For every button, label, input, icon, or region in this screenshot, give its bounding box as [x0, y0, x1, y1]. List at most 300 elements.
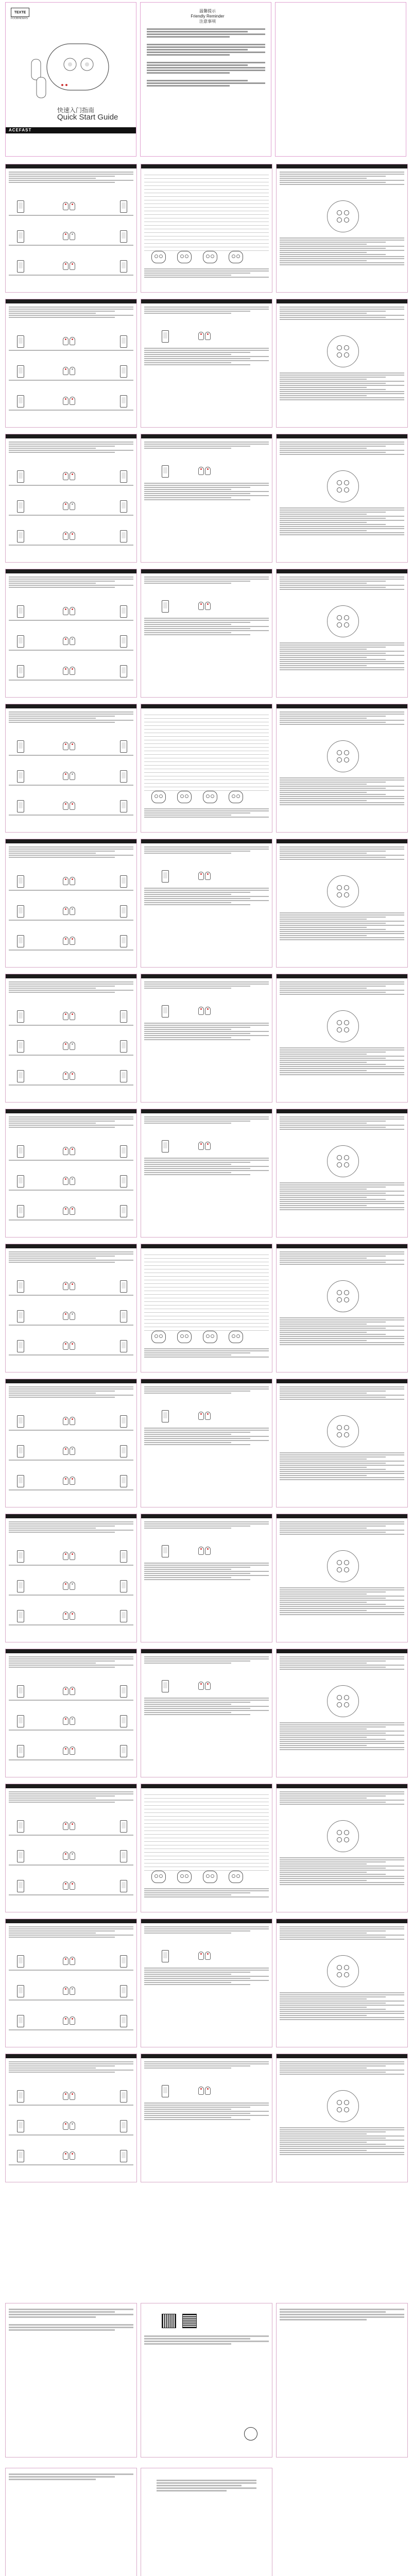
phone-icon [17, 1955, 24, 1968]
text-line [144, 358, 250, 359]
text-line [280, 1591, 386, 1592]
instruction-text [9, 1189, 133, 1192]
text-line [280, 1332, 367, 1333]
text-line [144, 1888, 269, 1889]
instruction-panel [141, 299, 272, 428]
cover-row [5, 2, 408, 157]
text-line [280, 782, 386, 783]
text-line [144, 1436, 269, 1437]
led-dot [207, 2088, 209, 2090]
text-line [9, 1667, 115, 1668]
text-line [280, 1868, 386, 1869]
text-line [280, 264, 404, 265]
text-line [9, 1256, 115, 1257]
instruction-text [280, 1250, 404, 1266]
text-line [280, 2150, 367, 2151]
text-line [280, 1072, 404, 1073]
led-dot [65, 1553, 66, 1555]
led-dot [65, 1853, 66, 1855]
touch-point [337, 1560, 342, 1565]
spec-row [144, 211, 269, 215]
touch-point [337, 352, 342, 358]
text-line [280, 1182, 404, 1183]
instruction-text [144, 1562, 269, 1581]
text-line [9, 1970, 133, 1971]
text-line [280, 1608, 404, 1609]
spec-row [144, 1320, 269, 1324]
text-line [280, 912, 404, 913]
text-line [280, 1874, 386, 1875]
earbud-left [63, 1177, 68, 1185]
text-line [280, 1465, 404, 1466]
touch-point [344, 1702, 349, 1707]
text-line [144, 275, 231, 276]
touch-area-icon [327, 1955, 359, 1987]
instruction-panel [141, 974, 272, 1103]
text-line [144, 900, 269, 901]
touch-area-icon [327, 875, 359, 907]
instruction-text [9, 619, 133, 622]
touch-point [344, 1020, 349, 1025]
text-line [280, 254, 386, 255]
spec-row [144, 711, 269, 715]
text-line [280, 1253, 404, 1255]
text-line [280, 1610, 367, 1611]
text-line [280, 914, 404, 916]
text-line [144, 1569, 231, 1570]
text-line [9, 172, 133, 173]
earbud-right [70, 667, 75, 675]
spec-row [144, 758, 269, 762]
instruction-text [280, 1721, 404, 1751]
text-line [280, 2154, 404, 2155]
instruction-text [280, 506, 404, 536]
earbuds-icon [62, 1280, 76, 1292]
led-dot [65, 1283, 66, 1285]
instruction-text [9, 544, 133, 547]
text-line [280, 1058, 386, 1059]
instruction-text [9, 1863, 133, 1867]
phone-icon [120, 1040, 127, 1053]
contact-card [5, 2468, 137, 2576]
text-line [9, 1354, 133, 1355]
instruction-text [280, 440, 404, 456]
text-line [280, 1667, 386, 1668]
touch-point [337, 1432, 342, 1437]
instruction-text [280, 911, 404, 941]
text-line [280, 1602, 367, 1603]
text-line [280, 1745, 367, 1746]
text-line [280, 711, 404, 713]
case-icon [229, 1871, 243, 1883]
text-line [144, 307, 269, 308]
text-line [280, 2133, 367, 2134]
text-line [280, 260, 367, 261]
text-line [9, 2063, 133, 2064]
text-line [144, 1930, 250, 1931]
instruction-text [144, 2102, 269, 2121]
text-line [280, 1523, 404, 1524]
text-line [144, 360, 269, 361]
spec-row [144, 1277, 269, 1280]
led-dot [72, 1748, 73, 1750]
phone-icon [17, 2090, 24, 2103]
instruction-panel [5, 1649, 137, 1777]
led-dot [65, 1448, 66, 1450]
led-dot [72, 263, 73, 265]
led-dot [65, 473, 66, 475]
text-line [144, 1698, 269, 1699]
text-line [144, 1031, 269, 1032]
text-line [144, 491, 269, 492]
text-line [144, 817, 269, 818]
touch-point [344, 352, 349, 358]
text-line [280, 395, 367, 396]
earbud-left [63, 742, 68, 750]
text-line [9, 1391, 115, 1392]
text-line [144, 1573, 250, 1574]
spec-row [144, 1838, 269, 1842]
text-line [280, 846, 404, 848]
text-line [144, 2115, 269, 2116]
led-dot [65, 368, 66, 370]
text-line [280, 176, 386, 177]
phone-icon [120, 1070, 127, 1082]
reminder-en: Friendly Reminder [191, 14, 225, 19]
text-line [280, 1047, 404, 1048]
text-line [280, 1872, 367, 1873]
instruction-text [9, 379, 133, 382]
text-line [280, 385, 404, 386]
earbuds-icon [62, 905, 76, 917]
text-line [9, 1125, 133, 1126]
led-dot [200, 603, 202, 605]
text-line [144, 1428, 269, 1429]
text-line [9, 410, 133, 411]
text-line [280, 859, 404, 860]
panel-header [6, 434, 136, 438]
spec-row [144, 229, 269, 233]
touch-point [337, 345, 342, 350]
led-dot [207, 1683, 209, 1685]
spec-row [144, 1799, 269, 1802]
earbuds-icon [198, 330, 211, 342]
earbud-left [63, 772, 68, 780]
text-line [280, 1319, 404, 1320]
earbuds-icon [62, 1685, 76, 1697]
text-line [9, 2065, 115, 2066]
text-line [9, 317, 115, 318]
text-line [280, 1187, 386, 1188]
panel-header [6, 1109, 136, 1113]
earbuds-icon [198, 870, 211, 882]
led-dot [72, 1148, 73, 1150]
text-line [280, 246, 404, 247]
touch-point [344, 1027, 349, 1032]
earbuds-icon [62, 1475, 76, 1486]
text-line [144, 1162, 250, 1163]
text-line [280, 1054, 367, 1055]
earbud-left [63, 202, 68, 210]
touch-point [337, 1702, 342, 1707]
touch-point [344, 1695, 349, 1700]
text-line [280, 507, 404, 509]
text-line [144, 309, 269, 310]
instruction-text [144, 1385, 269, 1395]
text-line [280, 1935, 404, 1936]
text-line [9, 1258, 96, 1259]
instruction-text [9, 1429, 133, 1432]
earbud-left [63, 1207, 68, 1215]
led-dot [65, 1343, 66, 1345]
phone-icon [120, 1610, 127, 1622]
text-line [280, 921, 404, 922]
text-line [144, 1712, 231, 1713]
text-line [9, 1926, 133, 1927]
led-dot [72, 668, 73, 670]
instruction-text [280, 1181, 404, 1211]
earbud-right [70, 502, 75, 510]
led-dot [72, 878, 73, 880]
phone-icon [120, 2150, 127, 2162]
text-line [144, 1710, 269, 1711]
phone-icon [17, 1985, 24, 1997]
earbud-right [70, 1987, 75, 1995]
text-line [9, 785, 133, 786]
phone-icon [162, 1140, 169, 1153]
led-dot [200, 1683, 202, 1685]
text-line [280, 1596, 404, 1597]
touch-point [337, 1830, 342, 1835]
text-line [280, 1798, 367, 1799]
text-line [280, 779, 404, 781]
instruction-panel [141, 164, 272, 293]
earbud-right [70, 2016, 75, 2025]
text-line [144, 277, 269, 278]
earbuds-icon [62, 230, 76, 242]
phone-icon [17, 2015, 24, 2027]
text-line [280, 1747, 404, 1748]
text-line [9, 515, 133, 516]
text-line [9, 1933, 96, 1934]
spec-row [144, 1262, 269, 1266]
instruction-text [9, 919, 133, 922]
text-line [280, 798, 404, 799]
touch-area-icon [327, 1685, 359, 1717]
panel-header [6, 1919, 136, 1923]
touch-point [344, 1297, 349, 1302]
text-line [280, 857, 386, 858]
led-dot [65, 338, 66, 340]
text-line [9, 1802, 115, 1803]
instruction-text [9, 754, 133, 757]
panel-header [6, 1649, 136, 1653]
text-line [144, 499, 250, 500]
instruction-panel [276, 839, 408, 968]
led-dot [65, 1688, 66, 1690]
text-line [280, 172, 404, 173]
earbud-left [63, 937, 68, 945]
earbud-left [198, 1142, 204, 1150]
spec-row [144, 182, 269, 186]
text-line [280, 1739, 386, 1740]
earbuds-icon [62, 635, 76, 647]
instruction-panel [5, 164, 137, 293]
earbud-right [70, 232, 75, 240]
spec-row [144, 218, 269, 222]
led-dot [207, 468, 209, 470]
text-line [280, 581, 386, 582]
text-line [280, 444, 404, 445]
text-line [9, 2061, 133, 2062]
text-line [280, 937, 404, 938]
text-line [280, 777, 404, 778]
earbud-left [63, 262, 68, 270]
text-line [9, 182, 115, 183]
text-line [144, 1563, 269, 1564]
text-line [144, 1118, 269, 1120]
text-line [280, 2142, 367, 2143]
text-line [144, 1706, 269, 1707]
text-line [9, 986, 115, 987]
text-line [280, 1203, 404, 1204]
text-line [144, 273, 250, 274]
text-line [280, 240, 404, 241]
text-line [280, 182, 386, 183]
panel-header [277, 1379, 407, 1383]
touch-point [337, 2100, 342, 2105]
text-line [9, 1025, 133, 1026]
text-line [144, 1571, 269, 1572]
instruction-text [144, 617, 269, 636]
text-line [280, 579, 404, 580]
case-icon [203, 1331, 217, 1343]
contact-card [141, 2468, 272, 2576]
panel-header [277, 1784, 407, 1788]
text-line [9, 857, 115, 858]
text-line [144, 1350, 269, 1351]
text-line [144, 1430, 269, 1431]
earbuds-icon [62, 1310, 76, 1321]
text-line [280, 1521, 404, 1522]
text-line [280, 1193, 386, 1194]
earbud-right [205, 467, 211, 475]
earbuds-icon [62, 1340, 76, 1351]
text-line [144, 2103, 269, 2104]
panel-header [6, 2054, 136, 2058]
panel-header [141, 1379, 272, 1383]
text-line [9, 245, 133, 246]
earbud-left [63, 637, 68, 645]
text-line [280, 1614, 404, 1615]
instruction-text [9, 1159, 133, 1162]
instruction-text [9, 171, 133, 184]
earbud-right [205, 872, 211, 880]
text-line [280, 1660, 386, 1662]
text-line [280, 250, 404, 251]
text-line [144, 1970, 269, 1971]
instruction-text [144, 2060, 269, 2070]
text-line [280, 1728, 367, 1730]
earbuds-icon [62, 665, 76, 676]
text-line [9, 485, 133, 486]
text-line [280, 2152, 404, 2153]
phone-icon [120, 665, 127, 677]
spec-row [144, 787, 269, 791]
phone-icon [17, 1070, 24, 1082]
text-line [280, 1258, 367, 1259]
touch-area-icon [327, 1010, 359, 1042]
text-line [280, 1197, 367, 1198]
instruction-text [144, 347, 269, 366]
text-line [280, 1052, 386, 1053]
phone-icon [17, 1820, 24, 1833]
text-line [280, 1195, 404, 1196]
text-line [280, 522, 367, 523]
phone-icon [17, 1340, 24, 1352]
touch-point [344, 1567, 349, 1572]
spec-row [144, 193, 269, 197]
panel-header [6, 974, 136, 978]
touch-point [337, 622, 342, 628]
phone-icon [120, 1880, 127, 1892]
phone-icon [120, 875, 127, 888]
instruction-text [9, 1564, 133, 1567]
earbud-left [198, 872, 204, 880]
instruction-panel [276, 1514, 408, 1642]
earbud-left [198, 602, 204, 610]
led-dot [72, 803, 73, 805]
earbud-left [63, 2151, 68, 2160]
text-line [144, 1434, 231, 1435]
earbud-right [205, 2087, 211, 2095]
phone-icon [17, 470, 24, 483]
earbud-right [70, 1342, 75, 1350]
earbuds-icon [62, 1745, 76, 1756]
earbuds-icon [62, 530, 76, 541]
phone-icon [17, 2120, 24, 2132]
earbud-left [63, 2122, 68, 2130]
spec-row [144, 208, 269, 211]
earbuds-icon [62, 1040, 76, 1052]
text-line [144, 1033, 250, 1034]
instruction-text [9, 409, 133, 412]
text-line [144, 356, 269, 357]
led-dot [72, 2153, 73, 2155]
text-line [9, 1118, 133, 1120]
text-line [280, 1876, 404, 1877]
spec-row [144, 1309, 269, 1313]
instruction-text [9, 2163, 133, 2166]
panel-header [6, 1784, 136, 1788]
text-line [280, 724, 404, 725]
spec-row [144, 762, 269, 766]
text-line [144, 1575, 269, 1576]
text-line [144, 1663, 231, 1664]
instruction-text [9, 1459, 133, 1462]
phone-icon [17, 335, 24, 348]
text-line [280, 383, 386, 384]
earbud-right [70, 1282, 75, 1290]
led-dot [65, 398, 66, 400]
touch-point [344, 1162, 349, 1167]
text-line [280, 649, 367, 650]
led-dot [65, 1613, 66, 1615]
led-dot [207, 1548, 209, 1550]
text-line [280, 1199, 386, 1200]
text-line [144, 1565, 269, 1566]
text-line [9, 2029, 133, 2030]
